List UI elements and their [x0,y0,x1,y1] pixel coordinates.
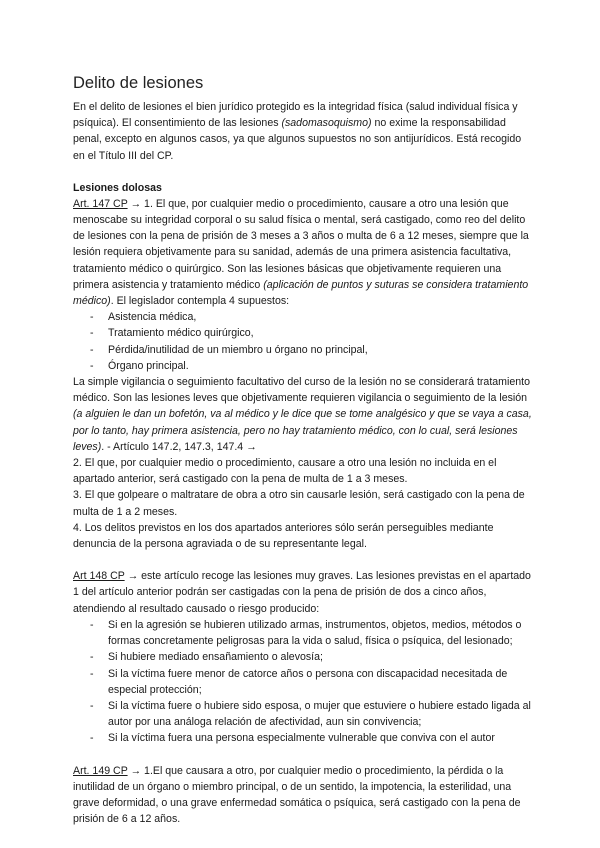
list-item: - Si la víctima fuere menor de catorce años o persona con discapacidad necesitada de especial protección; [73,666,533,698]
leves-italic: (a alguien le dan un bofetón, va al médico y le dice que se tome analgésico y que se vaya a casa, por lo tanto, hay primera asistencia, pero no hay tratamiento médico, con lo cual, será lesiones leves) [73,408,532,453]
art147-2-paragraph: 2. El que, por cualquier medio o procedimiento, causare a otro una lesión no incluida en el apartado anterior, será castigado con la pena de multa de 1 a 3 meses. [73,457,497,486]
list-item: - Si la víctima fuera una persona especialmente vulnerable que conviva con el autor [73,730,533,746]
intro-text-end: no exime la responsabilidad penal, excepto en algunos casos, ya que algunos supuestos no son antijurídicos. Está recogido en el Título III del CP. [73,117,522,162]
leves-text: La simple vigilancia o seguimiento facultativo del curso de la lesión no se considerará tratamiento médico. Son las lesiones leves que objetivamente requieren vigilancia o seguimiento de la lesión [73,376,530,405]
art147-italic: (aplicación de puntos y suturas se considera tratamiento médico) [73,278,529,308]
art147-4-paragraph: 4. Los delitos previstos en los dos apartados anteriores sólo serán perseguibles mediante denuncia de la persona agraviada o de su representante legal. [73,521,494,551]
art148-paragraph [73,568,533,617]
leves-paragraph [73,374,533,455]
intro-paragraph [73,99,533,164]
list-item: - Si hubiere mediado ensañamiento o alevosía; [73,649,533,665]
art149-paragraph [73,763,533,828]
list-item: - Asistencia médica, [73,309,533,325]
document-content [73,72,533,827]
section-heading-dolosas: Lesiones dolosas [73,181,162,194]
art147-text-end: . El legislador contempla 4 supuestos: [110,295,290,308]
art149-ref: Art. 149 CP [73,764,128,777]
list-item: - Pérdida/inutilidad de un miembro u órgano no principal, [73,342,533,358]
art147-text: → 1. El que, por cualquier medio o procedimiento, causare a otro una lesión que menoscabe su integridad corporal o su salud física o mental, será castigado, como reo del delito de lesiones con la pena de prisión de 3 meses a 3 años o multa de 6 a 12 meses, siempre que la lesión requiera objetivamente para su sanidad, además de una primera asistencia facultativa, tratamiento médico o quirúrgico. Son las lesiones básicas que objetivamente requieren una primera asistencia y tratamiento médico [73,197,529,291]
list-item: - Si la víctima fuere o hubiere sido esposa, o mujer que estuviere o hubiere estado ligada al autor por una análoga relación de afectividad, aun sin convivencia; [73,698,533,730]
art147-paragraph [73,196,533,309]
leves-text-end: . - Artículo 147.2, 147.3, 147.4 → [101,440,257,453]
intro-italic: (sadomasoquismo) [281,117,372,130]
list-item: - Si en la agresión se hubieren utilizado armas, instrumentos, objetos, medios, métodos o formas concretamente peligrosas para la vida o salud, física o psíquica, del lesionado; [73,617,533,649]
intro-text: En el delito de lesiones el bien jurídico protegido es la integridad física (salud individual física y psíquica). El consentimiento de las lesiones [73,101,518,130]
art147-3-paragraph: 3. El que golpeare o maltratare de obra a otro sin causarle lesión, será castigado con la pena de multa de 1 a 2 meses. [73,489,525,518]
list-item: - Tratamiento médico quirúrgico, [73,325,533,341]
art149-text: → 1.El que causara a otro, por cualquier medio o procedimiento, la pérdida o la inutilidad de un órgano o miembro principal, o de un sentido, la impotencia, la esterilidad, una grave deformidad, o una grave enfermedad somática o psíquica, será castigado con la pena de prisión de 6 a 12 años. [73,764,521,826]
art148-text: → este artículo recoge las lesiones muy graves. Las lesiones previstas en el apartado 1 del artículo anterior podrán ser castigadas con la pena de prisión de dos a cinco años, atendiendo al resultado causado o riesgo producido: [73,570,531,615]
art148-list [73,617,533,747]
supuestos-list [73,309,533,374]
art148-ref: Art 148 CP [73,570,125,583]
page-title: Delito de lesiones [73,74,204,92]
list-item: - Órgano principal. [73,358,533,374]
art147-ref: Art. 147 CP [73,197,128,210]
